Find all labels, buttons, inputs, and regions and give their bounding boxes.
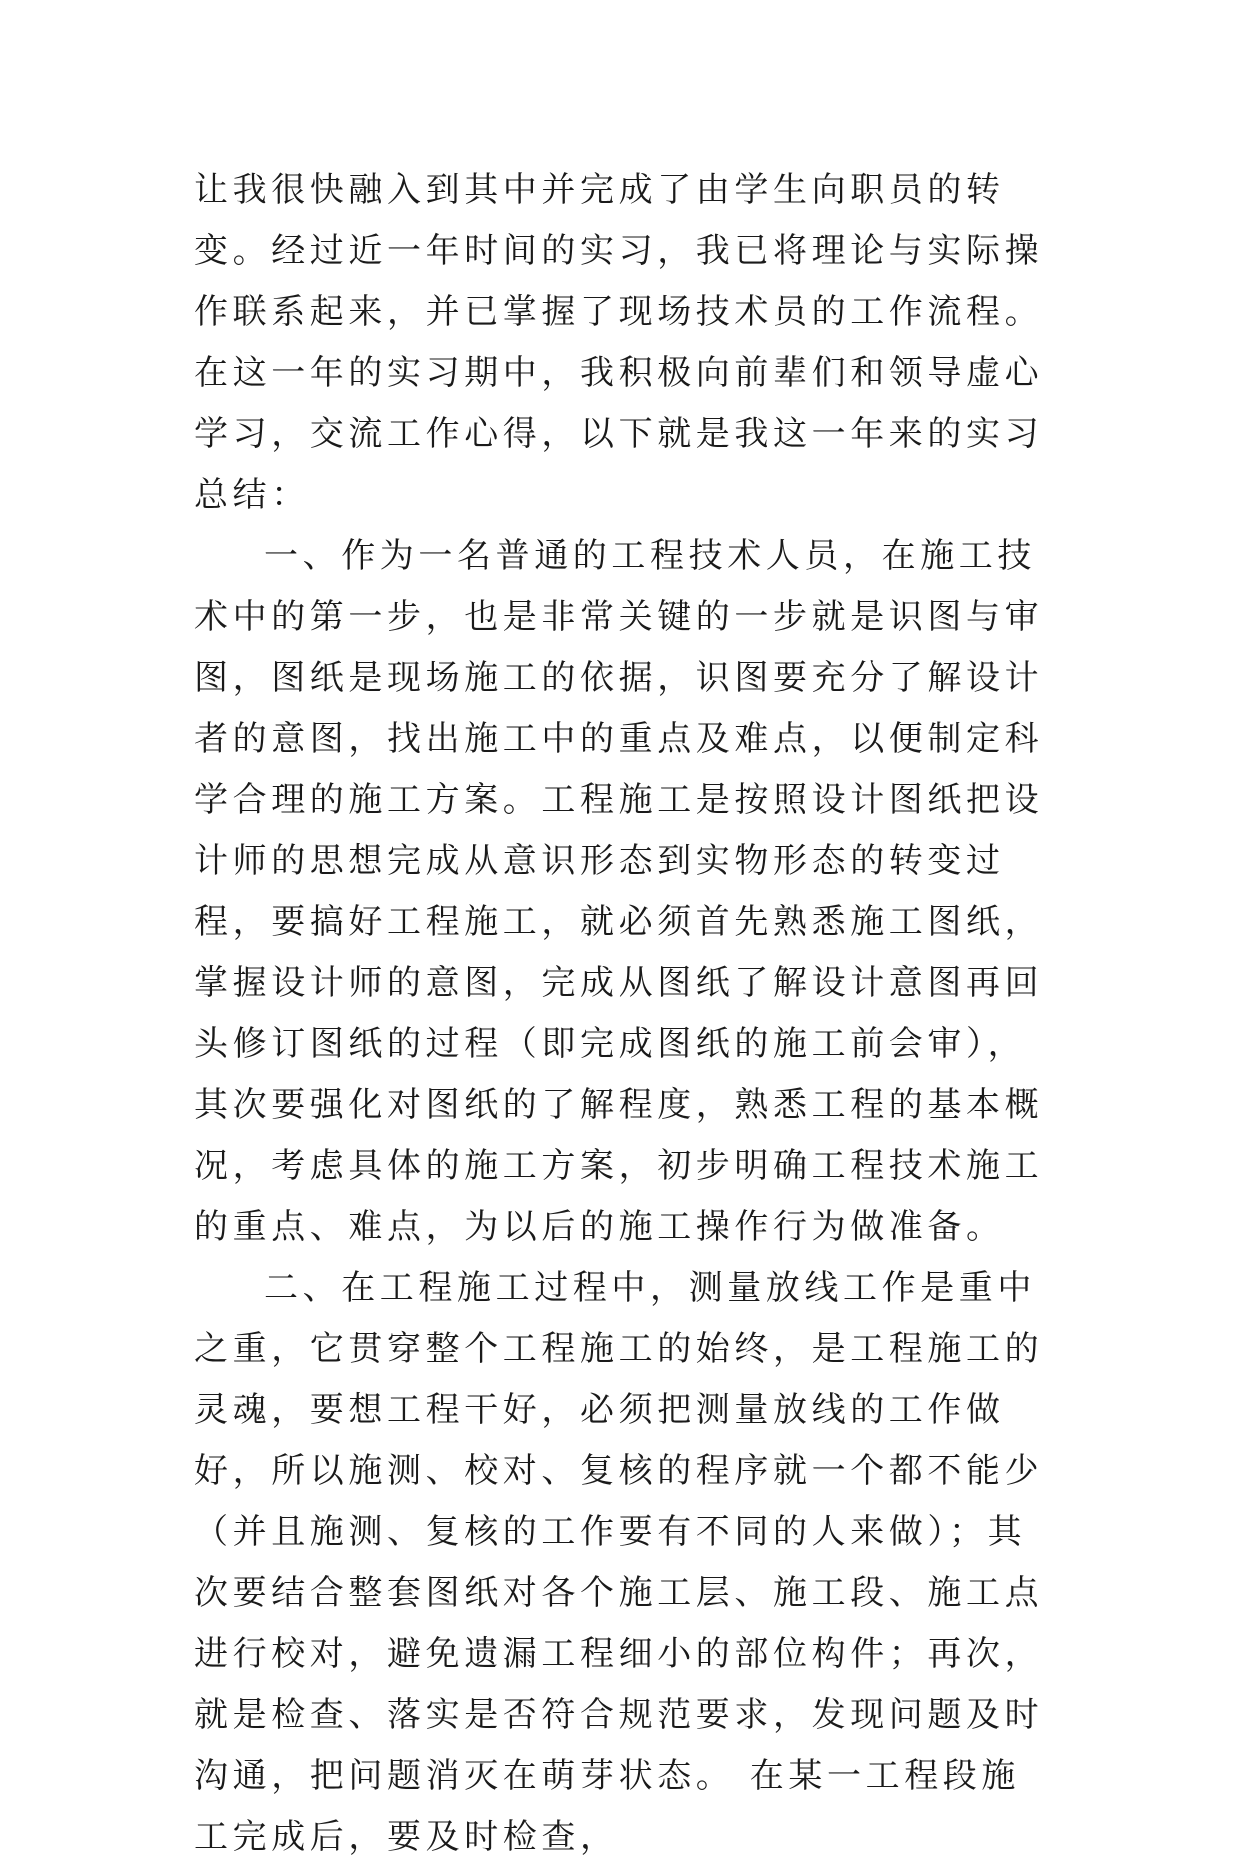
document-body	[194, 160, 1047, 1868]
paragraph-section-two: 二、在工程施工过程中，测量放线工作是重中之重，它贯穿整个工程施工的始终，是工程施工的灵魂，要想工程干好，必须把测量放线的工作做好，所以施测、校对、复核的程序就一个都不能少（并且施测、复核的工作要有不同的人来做）；其次要结合整套图纸对各个施工层、施工段、施工点进行校对，避免遗漏工程细小的部位构件；再次，就是检查、落实是否符合规范要求，发现问题及时沟通，把问题消灭在萌芽状态。 在某一工程段施工完成后，要及时检查，	[194, 1268, 1044, 1857]
paragraph-intro: 让我很快融入到其中并完成了由学生向职员的转变。经过近一年时间的实习，我已将理论与实际操作联系起来，并已掌握了现场技术员的工作流程。在这一年的实习期中，我积极向前辈们和领导虚心学习，交流工作心得，以下就是我这一年来的实习总结：	[194, 170, 1044, 515]
paragraph-section-one: 一、作为一名普通的工程技术人员，在施工技术中的第一步，也是非常关键的一步就是识图与审图，图纸是现场施工的依据，识图要充分了解设计者的意图，找出施工中的重点及难点，以便制定科学合理的施工方案。工程施工是按照设计图纸把设计师的思想完成从意识形态到实物形态的转变过程，要搞好工程施工，就必须首先熟悉施工图纸，掌握设计师的意图，完成从图纸了解设计意图再回头修订图纸的过程（即完成图纸的施工前会审），其次要强化对图纸的了解程度，熟悉工程的基本概况，考虑具体的施工方案，初步明确工程技术施工的重点、难点，为以后的施工操作行为做准备。	[194, 536, 1044, 1247]
